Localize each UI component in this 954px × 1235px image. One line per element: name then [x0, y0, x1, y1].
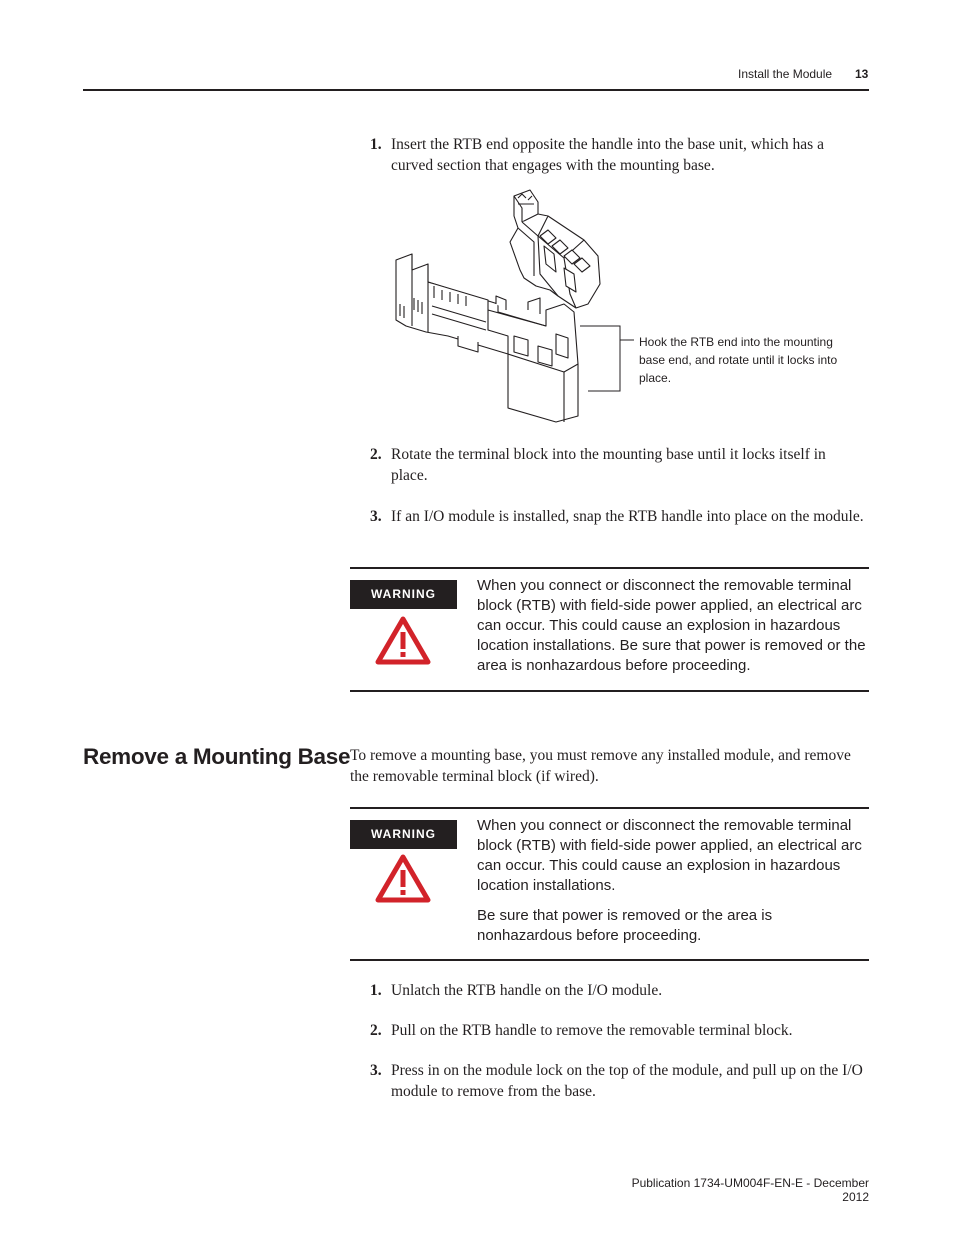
step-text: Press in on the module lock on the top of the module, and pull up on the I/O module to remove from the base. [391, 1062, 863, 1100]
header-rule [83, 89, 869, 91]
step-text: Pull on the RTB handle to remove the removable terminal block. [391, 1022, 793, 1039]
warning-text [477, 816, 869, 956]
publication-footer: Publication 1734-UM004F-EN-E - December 2012 [631, 1176, 869, 1204]
warning-top-rule [350, 567, 869, 569]
step-number: 1. [370, 136, 382, 153]
step-number: 2. [370, 1022, 382, 1039]
warning-top-rule [350, 807, 869, 809]
section-intro: To remove a mounting base, you must remove any installed module, and remove the removable terminal block (if wired). [350, 747, 851, 785]
step-number: 3. [370, 1062, 382, 1079]
step-number: 1. [370, 982, 382, 999]
warning-triangle-icon [375, 853, 431, 903]
step-bottom-1 [370, 980, 865, 1001]
step-top-1 [370, 134, 865, 176]
warning-paragraph: When you connect or disconnect the removable terminal block (RTB) with field-side power applied, an electrical arc can occur. This could cause an explosion in hazardous location installations. Be sure that power is removed or the area is nonhazardous before proceeding. [477, 577, 866, 674]
step-top-2 [370, 444, 865, 486]
step-number: 2. [370, 446, 382, 463]
step-bottom-2 [370, 1020, 865, 1041]
step-text: If an I/O module is installed, snap the RTB handle into place on the module. [391, 508, 864, 525]
warning-bottom-rule [350, 959, 869, 961]
step-text: Unlatch the RTB handle on the I/O module. [391, 982, 663, 999]
step-top-3 [370, 506, 865, 527]
warning-triangle-icon [375, 615, 431, 665]
step-bottom-3 [370, 1060, 865, 1102]
warning-label: WARNING [350, 820, 457, 849]
rtb-mounting-base-illustration [388, 186, 808, 426]
step-text: Insert the RTB end opposite the handle into the base unit, which has a curved section that engages with the mounting base. [391, 136, 824, 174]
section-heading: Remove a Mounting Base [83, 744, 351, 769]
warning-paragraph: When you connect or disconnect the removable terminal block (RTB) with field-side power applied, an electrical arc can occur. This could cause an explosion in hazardous location installations. [477, 817, 862, 894]
warning-text [477, 576, 869, 686]
step-text: Rotate the terminal block into the mounting base until it locks itself in place. [391, 446, 826, 484]
page-number: 13 [855, 67, 869, 81]
warning-label: WARNING [350, 580, 457, 609]
warning-paragraph: Be sure that power is removed or the area is nonhazardous before proceeding. [477, 907, 773, 944]
step-number: 3. [370, 508, 382, 525]
figure-callout: Hook the RTB end into the mounting base end, and rotate until it locks into place. [639, 335, 838, 385]
warning-bottom-rule [350, 690, 869, 692]
warning-box-2 [350, 807, 869, 963]
warning-box-1 [350, 567, 869, 693]
running-header-section: Install the Module [738, 67, 833, 81]
